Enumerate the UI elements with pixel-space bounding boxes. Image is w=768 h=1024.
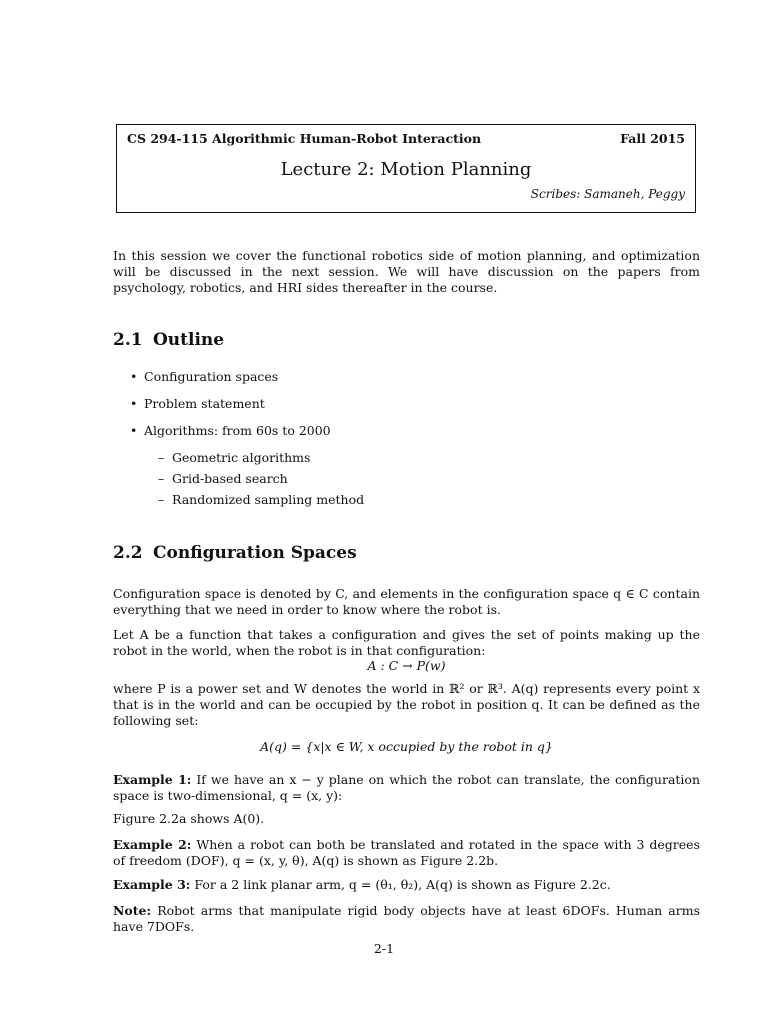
- section-heading-configuration-spaces: [113, 543, 357, 563]
- paragraph-config-space: Configuration space is denoted by C, and elements in the configuration space q ∈ C contain everything that we need in order to know where the robot is.: [113, 586, 700, 617]
- lecture-header-box: [116, 124, 696, 213]
- list-item-label: Algorithms: from 60s to 2000: [144, 423, 331, 438]
- section-heading-outline: [113, 330, 224, 350]
- list-item: • Problem statement: [130, 396, 265, 411]
- note-label: Note:: [113, 903, 152, 918]
- equation-a-of-q: A(q) = {x|x ∈ W, x occupied by the robot in q}: [260, 739, 553, 754]
- paragraph-power-set: where P is a power set and W denotes the world in ℝ² or ℝ³. A(q) represents every point x that is in the world and can be occupied by the robot in position q. It can be defined as the following set:: [113, 681, 700, 728]
- section-number: 2.1: [113, 330, 143, 350]
- sub-list-item-label: Randomized sampling method: [172, 492, 365, 507]
- example-label: Example 2:: [113, 837, 192, 852]
- sub-list-item-label: Geometric algorithms: [172, 450, 311, 465]
- note: [113, 903, 700, 935]
- lecture-title: Lecture 2: Motion Planning: [280, 159, 532, 180]
- page-number: 2-1: [373, 941, 395, 956]
- example-text: For a 2 link planar arm, q = (θ₁, θ₂), A(q) is shown as Figure 2.2c.: [190, 877, 611, 892]
- sub-list-item: – Randomized sampling method: [158, 492, 365, 507]
- example-text: When a robot can both be translated and rotated in the space with 3 degrees of freedom (DOF), q = (x, y, θ), A(q) is shown as Figure 2.2b.: [113, 837, 700, 868]
- list-item-label: Configuration spaces: [144, 369, 279, 384]
- intro-paragraph: In this session we cover the functional robotics side of motion planning, and optimization will be discussed in the next session. We will have discussion on the papers from psychology, robotics, and HRI sides thereafter in the course.: [113, 248, 700, 295]
- sub-list-item: – Grid-based search: [158, 471, 288, 486]
- sub-list-item-label: Grid-based search: [172, 471, 288, 486]
- section-number: 2.2: [113, 543, 143, 563]
- example-1: [113, 772, 700, 804]
- sub-list-item: – Geometric algorithms: [158, 450, 311, 465]
- example-2: [113, 837, 700, 869]
- paragraph-function-a: Let A be a function that takes a configuration and gives the set of points making up the robot in the world, when the robot is in that configuration:: [113, 627, 700, 658]
- course-name: CS 294-115 Algorithmic Human-Robot Interaction: [127, 131, 482, 146]
- example-text: If we have an x − y plane on which the robot can translate, the configuration space is two-dimensional, q = (x, y):: [113, 772, 700, 803]
- figure-reference: Figure 2.2a shows A(0).: [113, 811, 265, 826]
- list-item: • Algorithms: from 60s to 2000: [130, 423, 331, 438]
- list-item: • Configuration spaces: [130, 369, 279, 384]
- note-text: Robot arms that manipulate rigid body objects have at least 6DOFs. Human arms have 7DOFs.: [113, 903, 700, 934]
- example-3: [113, 877, 700, 893]
- scribes: Scribes: Samaneh, Peggy: [530, 187, 685, 201]
- list-item-label: Problem statement: [144, 396, 265, 411]
- term: Fall 2015: [620, 131, 685, 146]
- equation-a-mapping: A : C → P(w): [367, 658, 446, 673]
- example-label: Example 3:: [113, 877, 191, 892]
- example-label: Example 1:: [113, 772, 192, 787]
- section-title: Configuration Spaces: [153, 543, 357, 563]
- section-title: Outline: [153, 330, 225, 350]
